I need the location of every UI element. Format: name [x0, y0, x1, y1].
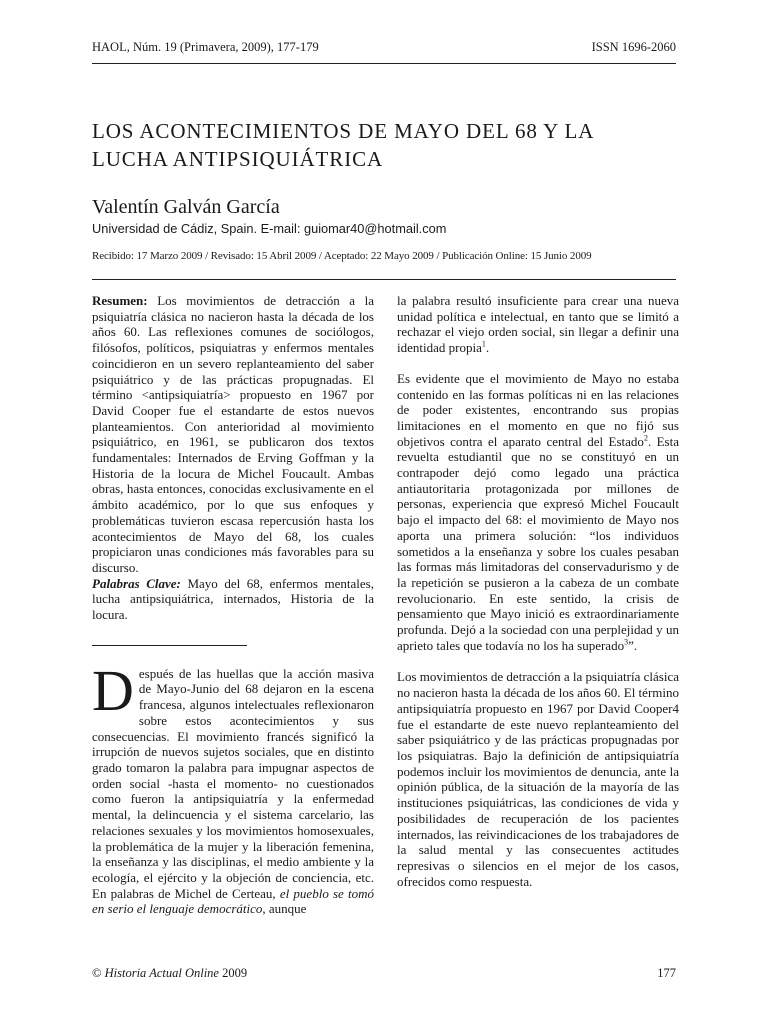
- dates-divider: [92, 279, 676, 280]
- keywords: [92, 576, 374, 623]
- body-paragraph-3: [397, 371, 679, 654]
- paragraph-2-end: .: [485, 340, 490, 356]
- page-footer: [92, 966, 676, 981]
- certeau-quote: el pueblo se tomó en serio el lenguaje democrático: [92, 885, 375, 917]
- footnote-ref-3[interactable]: 3: [624, 637, 629, 647]
- abstract-separator: [92, 645, 247, 646]
- footnote-ref-2[interactable]: 2: [643, 433, 648, 443]
- left-column: [92, 293, 374, 917]
- paragraph-3-text-b: . Esta revuelta estudiantil que no se constituyó en un contrapoder dejó como legado una práctica antiautoritaria protagonizada por millones de personas, experiencia que expresó Michel Foucault bajo el impacto del 68: el movimiento de Mayo nos aporta una primera solución: “los individuos sometidos a la enseñanza y sobre los cuales pesaban las formas más limitadoras del conservadurismo y de la repetición se pusieron a la cabeza de un combate revolucionario. En este sentido, la crisis de pensamiento que Mayo inició es extraordinariamente profunda. Dejó a la sociedad con una perplejidad y un aprieto tales que todavía no los ha superado: [397, 433, 679, 653]
- copyright-symbol: ©: [92, 966, 102, 980]
- body-paragraph-2: [397, 293, 679, 356]
- paragraph-3-text-a: Es evidente que el movimiento de Mayo no estaba contenido en las formas políticas ni en las relaciones de poder existentes, encontrando sus propias limitaciones en el momento en que no fijó sus objetivos contra el aparato central del Estado: [397, 370, 679, 449]
- right-column: [397, 293, 679, 889]
- title-line-1: LOS ACONTECIMIENTOS DE MAYO DEL 68 Y LA: [92, 119, 595, 143]
- running-header: [92, 40, 676, 55]
- publication-name: Historia Actual Online: [104, 966, 219, 980]
- author-affiliation: Universidad de Cádiz, Spain. E-mail: guiomar40@hotmail.com: [92, 221, 447, 236]
- submission-dates: Recibido: 17 Marzo 2009 / Revisado: 15 Abril 2009 / Aceptado: 22 Mayo 2009 / Publicación Online: 15 Junio 2009: [92, 250, 592, 262]
- header-divider: [92, 63, 676, 64]
- keywords-text: Mayo del 68, enfermos mentales, lucha antipsiquiátrica, internados, Historia de la locura.: [92, 575, 374, 623]
- abstract: [92, 293, 374, 576]
- footnote-ref-1[interactable]: 1: [481, 339, 486, 349]
- body-paragraph-4: Los movimientos de detracción a la psiquiatría clásica no nacieron hasta la década de los años 60. El término antipsiquiatría propuesto en 1967 por David Cooper4 fue el estandarte de este nuevo replanteamiento del saber psiquiátrico y de las prácticas propugnadas por los psiquiatras. Bajo la definición de antipsiquiatría podemos incluir los movimientos de denuncia, ante la opinión pública, de la situación de la mayoría de las instituciones psiquiátricas, las condiciones de vida y posibilidades de recuperación de los pacientes internados, las reivindicaciones de los trabajadores de la salud mental y las consecuentes actitudes represivas o silencios en el mejor de los casos, ofrecidos como respuesta.: [397, 669, 679, 889]
- article-title: [92, 117, 688, 173]
- page-number: 177: [657, 966, 676, 980]
- body-paragraph-1: [92, 657, 375, 917]
- paragraph-3-end: ”.: [628, 637, 638, 653]
- title-line-2: LUCHA ANTIPSIQUIÁTRICA: [92, 147, 384, 171]
- author-name: Valentín Galván García: [92, 196, 280, 218]
- abstract-text: Los movimientos de detracción a la psiquiatría clásica no nacieron hasta la década de los años 60. Las reflexiones comunes de sociólogos, filósofos, políticos, psiquiatras y enfermos mentales coincidieron en un severo replanteamiento del saber psiquiátrico y de las prácticas propugnadas. El término <antipsiquiatría> propuesto en 1967 por David Cooper fue el estandarte de estos nuevos planteamientos. Con anterioridad al movimiento psiquiátrico, en 1961, se publicaron dos textos fundamentales: Internados de Erving Goffman y la Historia de la locura de Michel Foucault. Ambas obras, hasta entonces, conocidas exclusivamente en el ámbito académico, por lo que sus enfoques y problemáticas tuvieron escasa repercusión hasta los acontecimientos de Mayo del 68, los cuales propiciaron unas condiciones más favorables para su discurso.: [92, 293, 374, 575]
- journal-citation: HAOL, Núm. 19 (Primavera, 2009), 177-179: [92, 40, 319, 54]
- paragraph-1-end: , aunque: [262, 901, 307, 917]
- paragraph-1-text: espués de las huellas que la acción masiva de Mayo-Junio del 68 dejaron en la escena francesa, algunos intelectuales reflexionaron sobre estos acontecimientos y sus consecuencias. El movimiento francés significó la irrupción de nuevos sujetos sociales, que en distinto grado tomaron la palabra para impugnar aspectos de orden social -hasta el momento- no cuestionados como fueron la antipsiquiatría y la enfermedad mental, la delincuencia y el sistema carcelario, las relaciones sexuales y los movimientos homosexuales, la problemática de la mujer y la liberación femenina, la enseñanza y las disciplinas, el medio ambiente y la ecología, el ejército y la objeción de conciencia, etc. En palabras de Michel de Certeau,: [92, 665, 374, 901]
- paragraph-2-text: la palabra resultó insuficiente para crear una nueva unidad política e intelectual, en tanto que se limitó a rechazar el viejo orden social, sin llegar a definir una identidad propia: [397, 293, 679, 356]
- copyright-year: 2009: [222, 966, 248, 980]
- drop-cap: D: [92, 657, 134, 723]
- issn: ISSN 1696-2060: [591, 40, 676, 54]
- abstract-label: Resumen:: [92, 293, 148, 308]
- footer-copyright: [92, 966, 247, 981]
- keywords-label: Palabras Clave:: [92, 575, 181, 591]
